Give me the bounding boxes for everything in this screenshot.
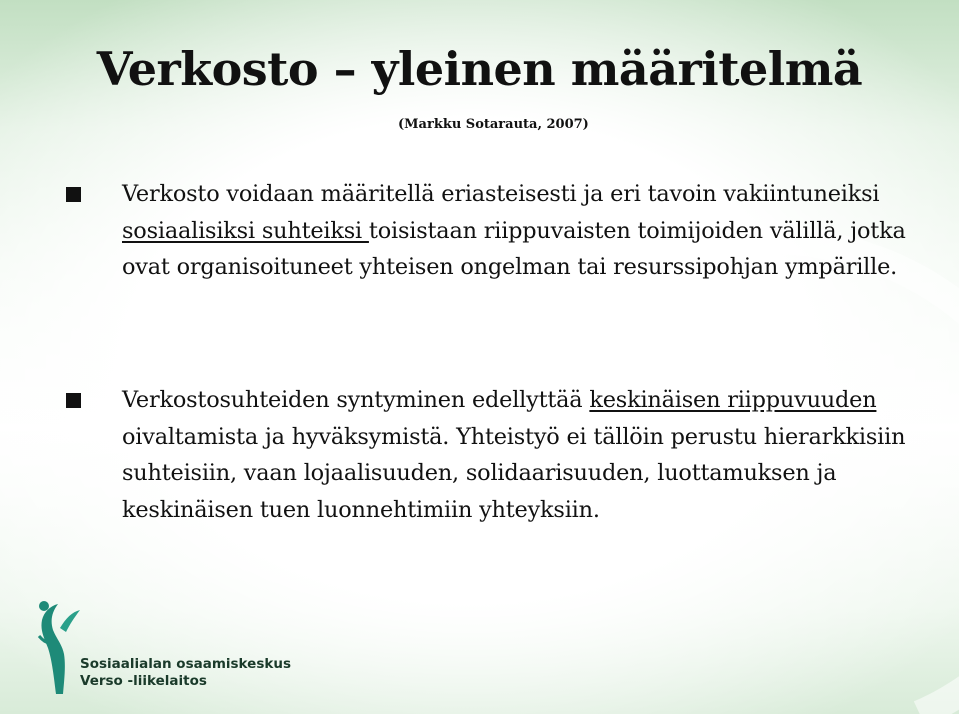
slide-subtitle: (Markku Sotarauta, 2007) <box>398 117 589 132</box>
bullet-square-icon <box>66 187 81 202</box>
bullet-paragraph-2 <box>122 382 922 528</box>
bullet-square-icon <box>66 393 81 408</box>
bullet-2-underlined: keskinäisen riippuvuuden <box>589 387 877 413</box>
logo-line-2: Verso -liikelaitos <box>80 673 207 689</box>
slide-title: Verkosto – yleinen määritelmä <box>96 42 863 96</box>
bullet-1-text-before: Verkosto voidaan määritellä eriasteisesti ja eri tavoin vakiintuneiksi <box>122 181 880 207</box>
bullet-1-text-after: toisistaan riippuvaisten toimijoiden välillä, jotka ovat organisoituneet yhteisen ongelman tai resurssipohjan ympärille. <box>122 217 906 281</box>
verso-figure-icon <box>36 598 82 698</box>
bullet-2-text-after: oivaltamista ja hyväksymistä. Yhteistyö ei tällöin perustu hierarkkisiin suhteisiin, vaan lojaalisuuden, solidaarisuuden, luottamuksen ja keskinäisen tuen luonnehtimiin yhteyksiin. <box>122 423 906 523</box>
bullet-2-text-before: Verkostosuhteiden syntyminen edellyttää <box>122 387 590 413</box>
organization-logo <box>36 598 296 698</box>
bullet-paragraph-1 <box>122 176 922 286</box>
bullet-1-underlined: sosiaalisiksi suhteiksi <box>122 217 369 244</box>
logo-line-1: Sosiaalialan osaamiskeskus <box>80 656 291 672</box>
